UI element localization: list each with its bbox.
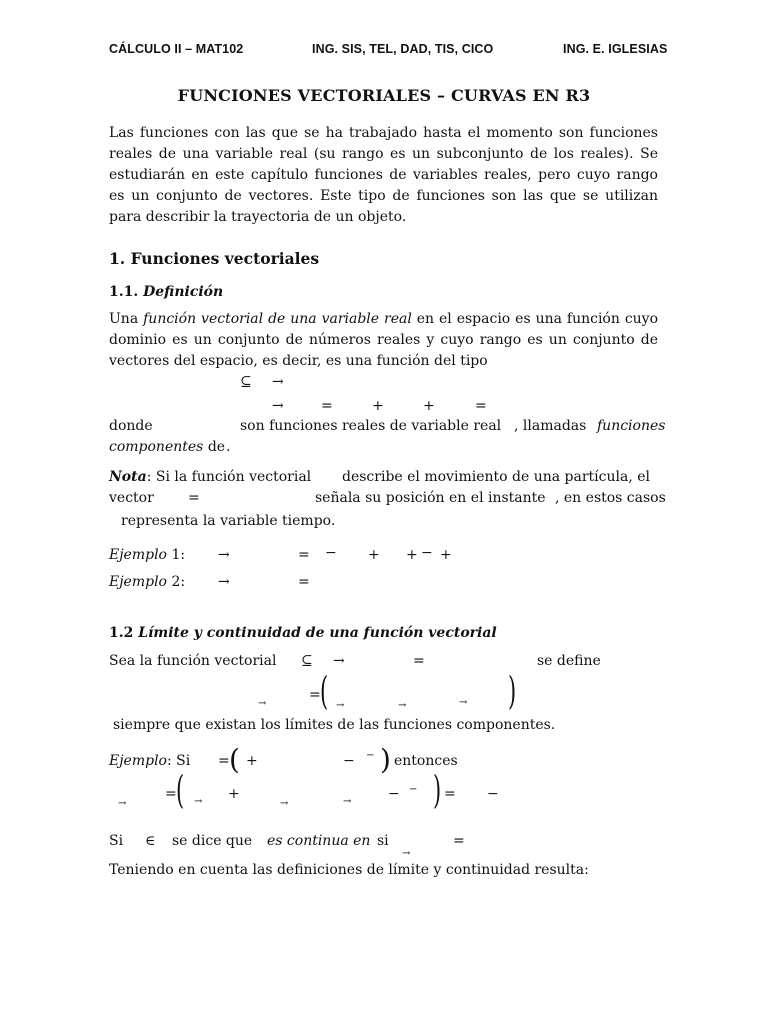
- subsection-1-1-title: Definición: [143, 284, 224, 300]
- nota-vector-text: vector: [109, 490, 154, 506]
- plus-symbol: +: [423, 398, 435, 414]
- ejemplo-1-label: [109, 547, 185, 563]
- subsection-1-2-title: Límite y continuidad de una función vectorial: [138, 625, 497, 641]
- equals-symbol: =: [309, 687, 321, 703]
- definition-rest: en el espacio es una función cuyo dominio es un conjunto de números reales y cuyo rango es un conjunto de vectores del espacio, es decir, es una función del tipo: [109, 311, 659, 369]
- nota-casos-text: , en estos casos: [555, 490, 666, 506]
- right-paren: ): [380, 743, 391, 776]
- limit-arrow: →: [118, 798, 127, 809]
- intro-paragraph: Las funciones con las que se ha trabajado hasta el momento son funciones reales de una variable real (su rango es un subconjunto de los reales). Se estudiarán en este capítulo funciones de variables reales, pero cuyo rango es un conjunto de vectores. Este tipo de funciones son las que se utilizan para describir la trayectoria de un objeto.: [109, 125, 658, 225]
- dot-text: .: [226, 439, 231, 455]
- plus-symbol: +: [372, 398, 384, 414]
- sea-text: Sea la función vectorial: [109, 653, 277, 669]
- llamadas-text: , llamadas: [514, 418, 587, 434]
- equals-symbol: =: [165, 786, 177, 802]
- header-course: CÁLCULO II – MAT102: [109, 42, 244, 56]
- ejemplo-2-word: Ejemplo: [109, 574, 167, 590]
- minus-symbol: −: [409, 784, 418, 795]
- element-of-symbol: ∈: [145, 833, 156, 849]
- definition-start: Una: [109, 311, 139, 327]
- plus-symbol: +: [368, 547, 380, 563]
- minus-symbol: −: [421, 545, 433, 561]
- equals-symbol: =: [475, 398, 487, 414]
- limit-arrow: →: [194, 796, 203, 807]
- equals-symbol: =: [444, 786, 456, 802]
- limit-arrow: →: [336, 700, 345, 711]
- left-paren: (: [229, 743, 240, 776]
- subsection-1-1-heading: [109, 284, 223, 300]
- arrow-symbol: →: [333, 653, 345, 669]
- entonces-text: entonces: [394, 753, 458, 769]
- minus-symbol: −: [325, 545, 337, 561]
- continua-term-wrap: [267, 833, 370, 849]
- arrow-symbol: →: [218, 547, 230, 563]
- page-title: FUNCIONES VECTORIALES – CURVAS EN R3: [177, 86, 591, 105]
- ejemplo-2-label: [109, 574, 185, 590]
- right-paren: ): [433, 768, 442, 812]
- minus-symbol: −: [388, 786, 400, 802]
- left-paren: (: [320, 669, 329, 713]
- subseteq-symbol: ⊆: [240, 374, 252, 390]
- right-paren: ): [508, 669, 517, 713]
- arrow-symbol: →: [272, 374, 284, 390]
- arrow-symbol: →: [272, 398, 284, 414]
- minus-symbol: −: [487, 786, 499, 802]
- define-text: se define: [537, 653, 601, 669]
- equals-symbol: =: [298, 547, 310, 563]
- siempre-text: siempre que existan los límites de las funciones componentes.: [113, 717, 556, 733]
- funciones-term: [597, 418, 665, 434]
- left-paren: (: [176, 768, 185, 812]
- ejemplo-1-number: 1:: [171, 547, 186, 563]
- ejemplo-3-si: : Si: [167, 753, 191, 769]
- plus-symbol: +: [440, 547, 452, 563]
- plus-symbol: +: [228, 786, 240, 802]
- limit-arrow: →: [459, 697, 468, 708]
- nota-colon-text: : Si la función vectorial: [146, 469, 312, 485]
- definition-paragraph: [109, 309, 658, 372]
- plus-symbol: +: [246, 753, 258, 769]
- donde-text: donde: [109, 418, 153, 434]
- definition-term: función vectorial de una variable real: [143, 311, 412, 327]
- limit-arrow: →: [398, 700, 407, 711]
- nota-senala-text: señala su posición en el instante: [315, 490, 546, 506]
- limit-arrow: →: [343, 796, 352, 807]
- ejemplo-2-number: 2:: [171, 574, 186, 590]
- funciones-term-text: funciones: [597, 418, 666, 434]
- plus-symbol: +: [406, 547, 418, 563]
- section-1-heading: 1. Funciones vectoriales: [109, 249, 320, 268]
- limit-arrow: →: [402, 848, 411, 859]
- continua-si2-text: si: [377, 833, 389, 849]
- nota-line-1: [109, 469, 311, 485]
- continua-dice-text: se dice que: [172, 833, 253, 849]
- limit-arrow: →: [280, 798, 289, 809]
- componentes-term: componentes: [109, 439, 204, 455]
- header-careers: ING. SIS, TEL, DAD, TIS, CICO: [312, 42, 494, 56]
- subsection-1-2-heading: [109, 625, 497, 641]
- continua-si-text: Si: [109, 833, 124, 849]
- subsection-1-2-number: 1.2: [109, 625, 134, 641]
- donde-middle-text: son funciones reales de variable real: [240, 418, 502, 434]
- equals-symbol: =: [413, 653, 425, 669]
- equals-symbol: =: [298, 574, 310, 590]
- de-text: de: [207, 439, 226, 455]
- subsection-1-1-number: 1.1.: [109, 284, 139, 300]
- ejemplo-3-label: Ejemplo: [109, 753, 167, 769]
- nota-tiempo-text: representa la variable tiempo.: [121, 513, 336, 529]
- minus-symbol: −: [366, 750, 375, 761]
- limit-arrow: →: [258, 698, 267, 709]
- equals-symbol: =: [321, 398, 333, 414]
- nota-label: Nota: [109, 469, 147, 485]
- ejemplo-1-word: Ejemplo: [109, 547, 167, 563]
- continua-term: es continua en: [267, 833, 371, 849]
- equals-symbol: =: [188, 490, 200, 506]
- header-author: ING. E. IGLESIAS: [563, 42, 668, 56]
- ejemplo-3-line: [109, 753, 190, 769]
- subseteq-symbol: ⊆: [301, 653, 313, 669]
- componentes-line: [109, 439, 225, 455]
- teniendo-text: Teniendo en cuenta las definiciones de límite y continuidad resulta:: [109, 862, 589, 878]
- nota-mid-text: describe el movimiento de una partícula, el: [342, 469, 650, 485]
- arrow-symbol: →: [218, 574, 230, 590]
- equals-symbol: =: [453, 833, 465, 849]
- equals-symbol: =: [218, 753, 230, 769]
- minus-symbol: −: [343, 753, 355, 769]
